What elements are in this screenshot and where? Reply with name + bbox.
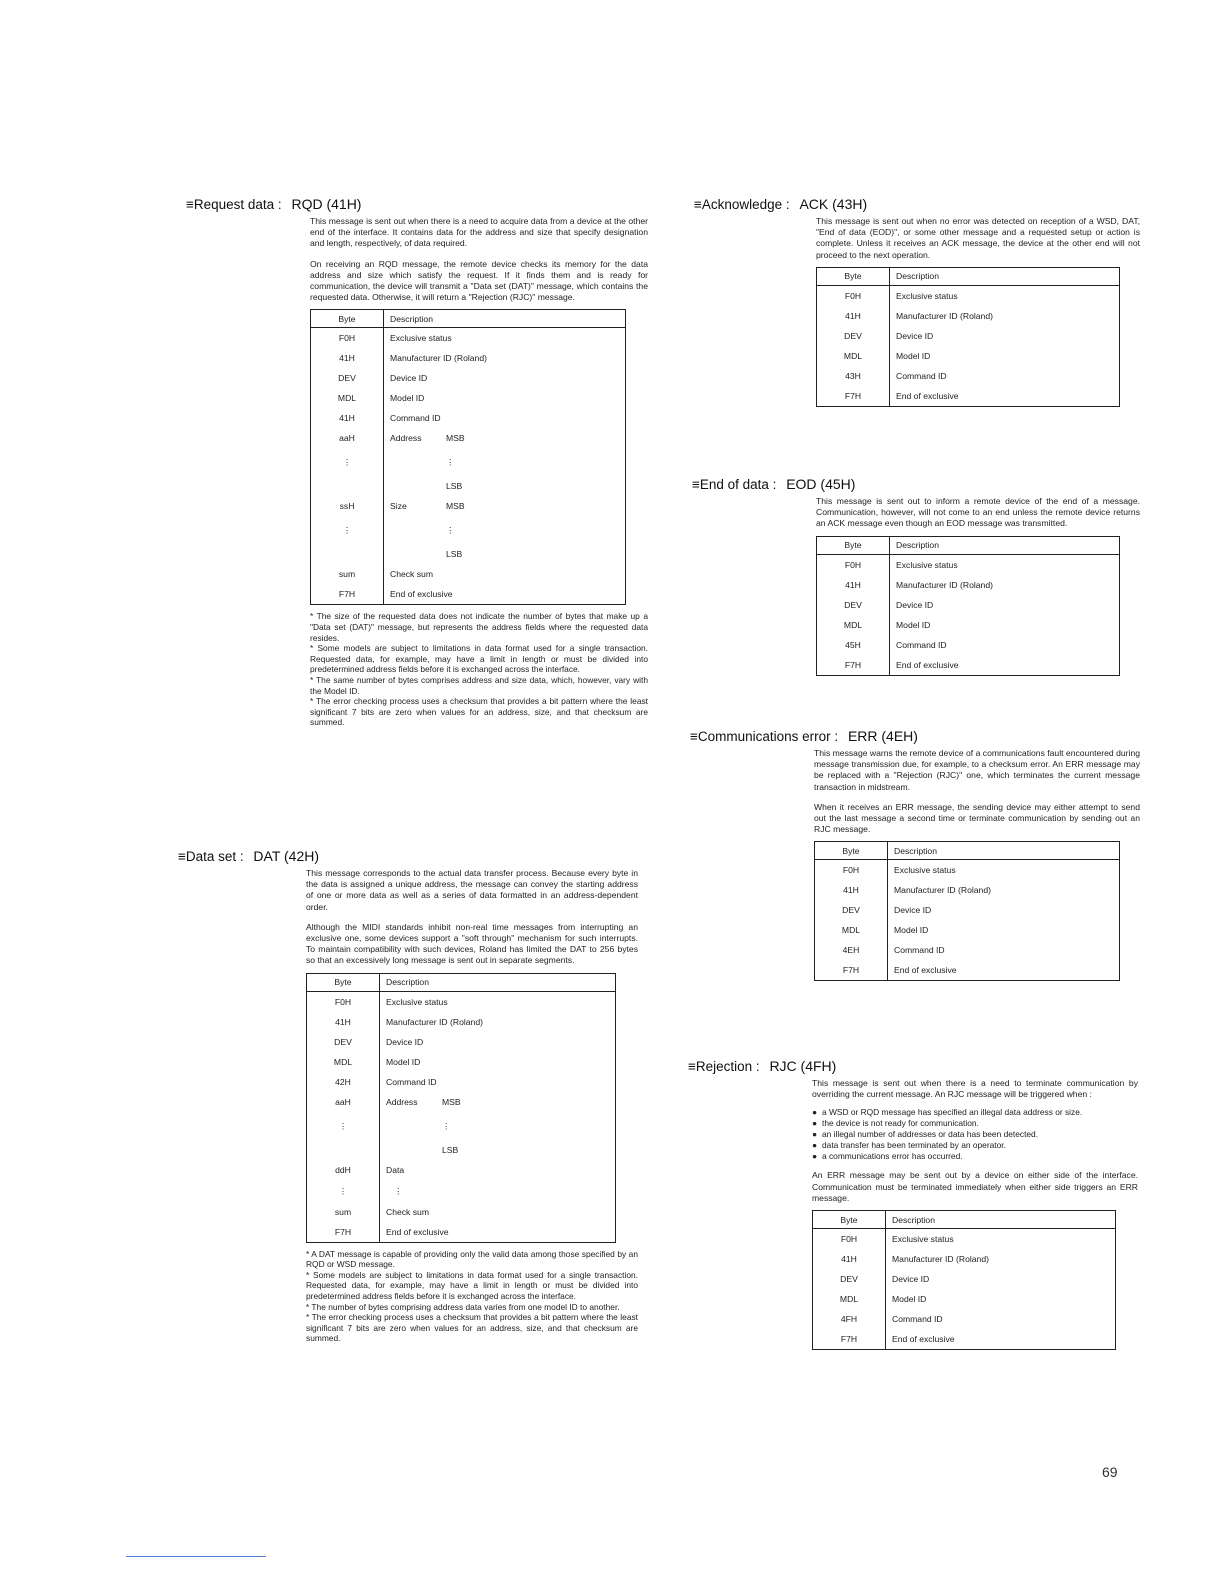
description-cell: Manufacturer ID (Roland) — [386, 1016, 483, 1027]
section-label: ≡Request data : — [186, 197, 282, 212]
byte-cell: MDL — [815, 920, 888, 940]
byte-cell: ⋮ — [307, 1112, 380, 1140]
description-text: Size — [390, 501, 407, 512]
section-code: DAT (42H) — [253, 848, 320, 864]
table-row — [817, 554, 1120, 575]
description-cell: Check sum — [386, 1206, 429, 1217]
table-row — [311, 368, 626, 388]
header-byte: Byte — [813, 1211, 886, 1229]
description-cell: Command ID — [892, 1314, 943, 1324]
table-row — [817, 615, 1120, 635]
table-row — [307, 1052, 616, 1072]
page-number: 69 — [1102, 1464, 1118, 1480]
bullet-text: an illegal number of addresses or data has been detected. — [822, 1129, 1039, 1139]
description-cell: Exclusive status — [894, 865, 956, 876]
message-format-table — [310, 309, 626, 605]
paragraph: Although the MIDI standards inhibit non-real time messages from interrupting an exclusive one, some devices support a "soft through" mechanism for such interrupts. To maintain compatibility with such devices, Roland has limited the DAT to 256 bytes so that an excessively long message is sent out in separate segments. — [306, 921, 638, 966]
section-code: ACK (43H) — [799, 196, 868, 212]
section-heading — [690, 728, 1146, 744]
description-cell: End of exclusive — [896, 390, 959, 401]
byte-cell: F0H — [307, 991, 380, 1012]
message-format-table — [306, 973, 616, 1243]
header-description: Description — [384, 310, 626, 328]
header-description: Description — [380, 973, 616, 991]
byte-cell: ddH — [307, 1160, 380, 1180]
table-row — [815, 920, 1120, 940]
table-row — [311, 584, 626, 605]
paragraph: This message is sent out when there is a need to terminate communication by overriding the current message. An RJC message will be triggered when : — [812, 1078, 1138, 1100]
table-header-row — [817, 536, 1120, 554]
bullet-text: data transfer has been terminated by an operator. — [822, 1139, 1006, 1150]
description-cell: Manufacturer ID (Roland) — [896, 310, 993, 321]
table-row — [307, 1140, 616, 1160]
bullet-item — [812, 1140, 1138, 1151]
description-cell — [380, 1092, 616, 1112]
table-row — [817, 326, 1120, 346]
description-cell: End of exclusive — [386, 1226, 449, 1237]
table-row — [307, 1160, 616, 1180]
section-label: ≡Rejection : — [688, 1059, 760, 1074]
description-cell: Exclusive status — [390, 333, 452, 344]
description-cell: Command ID — [386, 1076, 437, 1087]
section-label: ≡Communications error : — [690, 729, 839, 744]
paragraph: On receiving an RQD message, the remote device checks its memory for the data address and size which satisfy the request. If it finds them and is ready for communication, the device will transmit a "Data set (DAT)" message, which contains the requested data. Otherwise, it will return a "Rejection (RJC)" message. — [310, 258, 648, 303]
lsb-label: LSB — [446, 481, 463, 492]
table-row — [817, 366, 1120, 386]
byte-cell: 45H — [817, 635, 890, 655]
table-row — [311, 408, 626, 428]
table-row — [311, 564, 626, 584]
table-row — [817, 595, 1120, 615]
section-label: ≡Acknowledge : — [694, 197, 790, 212]
paragraph: An ERR message may be sent out by a device on either side of the interface. Communication must be terminated immediately when either side triggers an ERR message. — [812, 1170, 1138, 1203]
bullet-item — [812, 1129, 1138, 1140]
description-cell: End of exclusive — [390, 589, 453, 600]
header-byte: Byte — [815, 842, 888, 860]
description-cell: Model ID — [390, 393, 425, 404]
table-header-row — [817, 267, 1120, 285]
byte-cell: F7H — [817, 386, 890, 407]
table-row — [307, 1092, 616, 1112]
description-cell: ⋮ — [442, 1120, 451, 1131]
table-row — [813, 1269, 1116, 1289]
byte-cell: MDL — [307, 1052, 380, 1072]
bullet-icon: ● — [812, 1107, 818, 1118]
section-data-set — [178, 848, 648, 1344]
paragraph: This message corresponds to the actual data transfer process. Because every byte in the data is assigned a unique address, the message can convey the starting address of one or more data as well as a series of data formatted in an address-dependent order. — [306, 868, 638, 912]
byte-cell: ssH — [311, 496, 384, 516]
description-cell: Command ID — [894, 945, 945, 956]
bullet-text: a communications error has occurred. — [822, 1150, 963, 1161]
table-header-row — [813, 1211, 1116, 1229]
table-row — [307, 1012, 616, 1032]
table-row-continuation — [311, 516, 626, 544]
section-heading — [692, 476, 1146, 492]
message-format-table — [816, 267, 1120, 407]
header-byte: Byte — [311, 310, 384, 328]
byte-cell: MDL — [817, 346, 890, 366]
table-row-continuation — [307, 1112, 616, 1140]
table-row — [817, 635, 1120, 655]
description-cell: Model ID — [386, 1056, 421, 1067]
lsb-label: LSB — [442, 1144, 459, 1155]
table-header-row — [311, 310, 626, 328]
byte-cell: 41H — [311, 408, 384, 428]
bullet-text: a WSD or RQD message has specified an illegal data address or size. — [822, 1107, 1083, 1118]
bullet-text: the device is not ready for communication. — [822, 1118, 979, 1129]
description-cell: Exclusive status — [386, 996, 448, 1007]
bullet-list — [812, 1107, 1138, 1161]
note: * Some models are subject to limitations in data format used for a single transaction. Requested data, for example, may have a limit in length or must be divided into predetermined address fields before it is exchanged across the interface. — [306, 1269, 638, 1301]
byte-cell: 4FH — [813, 1309, 886, 1329]
msb-label: MSB — [446, 433, 465, 444]
bullet-icon: ● — [812, 1118, 818, 1129]
table-row — [817, 346, 1120, 366]
description-cell: ⋮ — [394, 1185, 403, 1196]
note: * The error checking process uses a checksum that provides a bit pattern where the least significant 7 bits are zero when values for an address, size, and that checksum are summed. — [306, 1312, 638, 1344]
byte-cell: DEV — [817, 595, 890, 615]
table-header-row — [815, 842, 1120, 860]
description-cell: ⋮ — [446, 525, 455, 536]
description-cell — [384, 476, 626, 496]
description-cell — [384, 496, 626, 516]
table-row — [815, 860, 1120, 881]
description-cell — [384, 428, 626, 448]
note: * Some models are subject to limitations in data format used for a single transaction. Requested data, for example, may have a limit in length or must be divided into predetermined address fields before it is exchanged across the interface. — [310, 643, 648, 675]
paragraph: This message is sent out when no error was detected on reception of a WSD, DAT, "End of data (EOD)", or some other message and a requested setup or action is complete. Unless it receives an ACK message, the device at the other end will not proceed to the next operation. — [816, 216, 1140, 260]
note: * The number of bytes comprising address data varies from one model ID to another. — [306, 1301, 620, 1312]
byte-cell: 4EH — [815, 940, 888, 960]
section-label: ≡End of data : — [692, 477, 777, 492]
section-code: EOD (45H) — [786, 476, 856, 492]
table-row — [311, 496, 626, 516]
byte-cell: ⋮ — [311, 448, 384, 476]
section-heading — [186, 196, 654, 212]
note: * The size of the requested data does not indicate the number of bytes that make up a "Data set (DAT)" message, but represents the address fields where the requested data resides. — [310, 611, 648, 643]
byte-cell: sum — [311, 564, 384, 584]
table-row — [311, 388, 626, 408]
header-byte: Byte — [817, 267, 890, 285]
byte-cell — [307, 1140, 380, 1160]
section-code: ERR (4EH) — [847, 728, 918, 744]
byte-cell — [311, 476, 384, 496]
description-cell: Exclusive status — [896, 290, 958, 301]
table-row — [311, 544, 626, 564]
header-byte: Byte — [817, 536, 890, 554]
description-cell: End of exclusive — [896, 659, 959, 670]
table-row — [815, 880, 1120, 900]
note: * A DAT message is capable of providing only the valid data among those specified by an RQD or WSD message. — [306, 1248, 638, 1270]
byte-cell: F0H — [311, 328, 384, 349]
byte-cell: 41H — [307, 1012, 380, 1032]
byte-cell: 41H — [813, 1249, 886, 1269]
table-row — [307, 1222, 616, 1243]
message-format-table — [816, 536, 1120, 676]
byte-cell: 41H — [311, 348, 384, 368]
notes-list — [310, 611, 648, 728]
lsb-label: LSB — [446, 549, 463, 560]
table-row — [817, 306, 1120, 326]
table-row — [307, 1032, 616, 1052]
byte-cell: 41H — [817, 575, 890, 595]
byte-cell: DEV — [813, 1269, 886, 1289]
notes-list — [306, 1249, 638, 1344]
bullet-icon: ● — [812, 1150, 818, 1161]
table-row — [813, 1229, 1116, 1250]
section-request-data — [186, 196, 654, 728]
description-cell: Device ID — [390, 373, 428, 384]
byte-cell: 42H — [307, 1072, 380, 1092]
description-cell — [384, 544, 626, 564]
bullet-item — [812, 1118, 1138, 1129]
table-row — [307, 991, 616, 1012]
table-row — [311, 476, 626, 496]
description-text: Address — [386, 1096, 418, 1107]
byte-cell: DEV — [307, 1032, 380, 1052]
table-row — [817, 285, 1120, 306]
description-cell: Device ID — [386, 1036, 424, 1047]
description-text: Address — [390, 433, 422, 444]
section-acknowledge — [694, 196, 1146, 407]
description-cell: Manufacturer ID (Roland) — [892, 1254, 989, 1264]
byte-cell: F7H — [817, 655, 890, 676]
description-cell: Manufacturer ID (Roland) — [894, 885, 991, 896]
byte-cell: 43H — [817, 366, 890, 386]
section-rejection — [688, 1058, 1146, 1350]
header-byte: Byte — [307, 973, 380, 991]
byte-cell: DEV — [815, 900, 888, 920]
table-row — [817, 655, 1120, 676]
header-description: Description — [890, 267, 1120, 285]
description-cell: Manufacturer ID (Roland) — [896, 579, 993, 590]
header-description: Description — [888, 842, 1120, 860]
byte-cell: MDL — [817, 615, 890, 635]
description-cell: Exclusive status — [892, 1234, 954, 1244]
table-row — [813, 1309, 1116, 1329]
byte-cell: sum — [307, 1202, 380, 1222]
byte-cell: aaH — [311, 428, 384, 448]
description-cell: Command ID — [896, 370, 947, 381]
section-communications-error — [690, 728, 1146, 981]
description-cell: ⋮ — [446, 457, 455, 468]
description-cell — [380, 1140, 616, 1160]
description-cell: Check sum — [390, 569, 433, 580]
byte-cell: F7H — [307, 1222, 380, 1243]
description-cell: Device ID — [892, 1274, 930, 1284]
section-code: RQD (41H) — [291, 196, 362, 212]
table-row — [817, 575, 1120, 595]
section-heading — [178, 848, 648, 864]
paragraph: This message warns the remote device of a communications fault encountered during message transmission due, for example, to a checksum error. An ERR message may be replaced with a "Rejection (RJC)" one, which terminates the current message transaction in midstream. — [814, 748, 1140, 792]
table-row — [817, 386, 1120, 407]
byte-cell: ⋮ — [307, 1180, 380, 1202]
message-format-table — [814, 841, 1120, 981]
description-cell: Model ID — [892, 1294, 927, 1304]
table-header-row — [307, 973, 616, 991]
section-code: RJC (4FH) — [769, 1058, 837, 1074]
byte-cell: F7H — [815, 960, 888, 981]
description-cell: Model ID — [896, 619, 931, 630]
paragraph: This message is sent out to inform a remote device of the end of a message. Communication, however, will not come to an end unless the remote device returns an ACK message even though an EOD message was transmitted. — [816, 496, 1140, 529]
section-heading — [688, 1058, 1146, 1074]
msb-label: MSB — [442, 1096, 461, 1107]
paragraph: This message is sent out when there is a need to acquire data from a device at the other end of the interface. It contains data for the address and size that specify designation and length, respectively, of data required. — [310, 216, 648, 249]
byte-cell: 41H — [817, 306, 890, 326]
bullet-item — [812, 1151, 1138, 1162]
note: * The error checking process uses a checksum that provides a bit pattern where the least significant 7 bits are zero when values for an address, size, and that checksum are summed. — [310, 696, 648, 728]
byte-cell: 41H — [815, 880, 888, 900]
bullet-item — [812, 1107, 1138, 1118]
section-label: ≡Data set : — [178, 849, 244, 864]
table-row — [813, 1249, 1116, 1269]
byte-cell: DEV — [817, 326, 890, 346]
section-end-of-data — [692, 476, 1146, 676]
table-row — [311, 428, 626, 448]
description-cell: Data — [386, 1164, 405, 1175]
byte-cell: F7H — [311, 584, 384, 605]
description-cell: Command ID — [390, 413, 441, 424]
table-row-continuation — [307, 1180, 616, 1202]
description-cell: Command ID — [896, 639, 947, 650]
description-cell: End of exclusive — [892, 1334, 955, 1344]
byte-cell: aaH — [307, 1092, 380, 1112]
paragraph: When it receives an ERR message, the sending device may either attempt to send out the last message a second time or terminate communication by sending out an RJC message. — [814, 801, 1140, 835]
table-row — [307, 1072, 616, 1092]
description-cell: End of exclusive — [894, 965, 957, 976]
header-description: Description — [890, 536, 1120, 554]
description-cell: Device ID — [894, 905, 932, 916]
description-cell: Device ID — [896, 599, 934, 610]
byte-cell: F0H — [813, 1229, 886, 1250]
table-row — [307, 1202, 616, 1222]
description-cell: Device ID — [896, 330, 934, 341]
byte-cell: F0H — [817, 554, 890, 575]
message-format-table — [812, 1210, 1116, 1350]
description-cell: Model ID — [896, 350, 931, 361]
table-row — [815, 960, 1120, 981]
header-description: Description — [886, 1211, 1116, 1229]
bullet-icon: ● — [812, 1129, 818, 1139]
table-row — [311, 348, 626, 368]
table-row — [311, 328, 626, 349]
byte-cell: F0H — [815, 860, 888, 881]
byte-cell: ⋮ — [311, 516, 384, 544]
byte-cell: MDL — [813, 1289, 886, 1309]
table-row — [813, 1329, 1116, 1350]
note: * The same number of bytes comprises address and size data, which, however, vary with the Model ID. — [310, 674, 648, 696]
description-cell: Model ID — [894, 925, 929, 936]
table-row — [815, 900, 1120, 920]
byte-cell: MDL — [311, 388, 384, 408]
byte-cell — [311, 544, 384, 564]
table-row — [815, 940, 1120, 960]
description-cell: Manufacturer ID (Roland) — [390, 353, 487, 364]
footer-rule — [126, 1556, 266, 1557]
table-row-continuation — [311, 448, 626, 476]
byte-cell: DEV — [311, 368, 384, 388]
byte-cell: F7H — [813, 1329, 886, 1350]
description-cell: Exclusive status — [896, 559, 958, 570]
section-heading — [694, 196, 1146, 212]
bullet-icon: ● — [812, 1139, 818, 1150]
table-row — [813, 1289, 1116, 1309]
msb-label: MSB — [446, 501, 465, 512]
byte-cell: F0H — [817, 285, 890, 306]
